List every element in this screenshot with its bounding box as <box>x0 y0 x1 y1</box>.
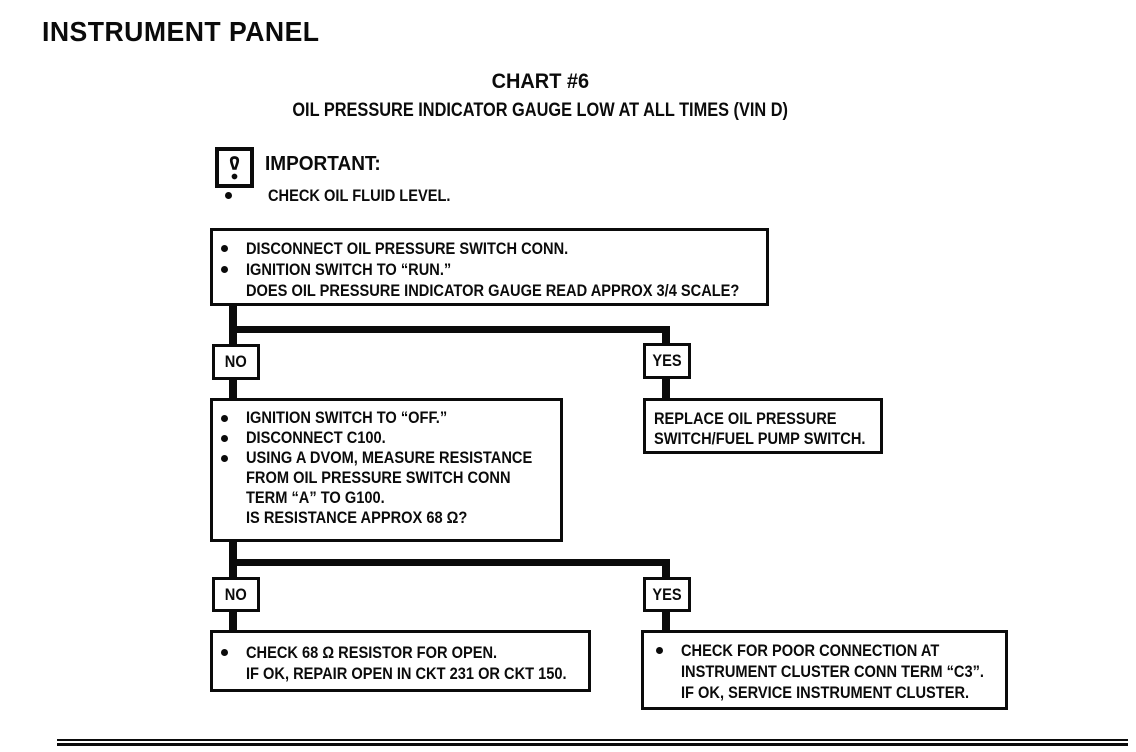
connector-line <box>229 326 670 333</box>
flow-step-line: IF OK, SERVICE INSTRUMENT CLUSTER. <box>681 683 970 702</box>
flow-step-line: CHECK 68 Ω RESISTOR FOR OPEN. <box>217 642 582 663</box>
flow-step-line: IGNITION SWITCH TO “RUN.” <box>217 259 758 280</box>
flow-step-line: IGNITION SWITCH TO “OFF.” <box>217 408 554 428</box>
flow-step-question: IS RESISTANCE APPROX 68 Ω? <box>246 508 468 527</box>
branch2-yes-label: YES <box>643 577 691 612</box>
connector-line <box>662 559 670 577</box>
exclamation-icon <box>226 155 243 181</box>
bullet-icon <box>221 415 228 422</box>
connector-line <box>229 304 237 344</box>
connector-line <box>662 379 670 398</box>
flow-action-check-connection <box>641 630 1008 710</box>
branch1-no-label: NO <box>212 344 260 380</box>
branch1-yes-label: YES <box>643 343 691 379</box>
flow-action-replace-switch <box>643 398 883 454</box>
page-title-text: INSTRUMENT PANEL <box>42 16 320 47</box>
connector-line <box>229 380 237 398</box>
footer-rule-bottom <box>57 743 1128 746</box>
bullet-icon <box>221 266 228 273</box>
chart-header <box>0 70 1080 122</box>
flow-step-line: REPLACE OIL PRESSURE <box>654 409 837 428</box>
flow-step-line: IF OK, REPAIR OPEN IN CKT 231 OR CKT 150. <box>246 664 567 683</box>
footer-rule-top <box>57 739 1128 741</box>
branch2-no-label: NO <box>212 577 260 612</box>
flow-step-initial-test <box>210 228 769 306</box>
important-label: IMPORTANT: <box>265 153 381 175</box>
flow-step-line: USING A DVOM, MEASURE RESISTANCE <box>217 448 554 468</box>
connector-line <box>229 559 670 566</box>
flow-step-resistance-test <box>210 398 563 542</box>
important-note <box>221 185 480 206</box>
important-note-text: CHECK OIL FLUID LEVEL. <box>268 186 451 205</box>
bullet-icon <box>225 192 232 199</box>
flow-step-line: DISCONNECT C100. <box>217 428 554 448</box>
bullet-icon <box>221 649 228 656</box>
bullet-icon <box>221 245 228 252</box>
bullet-icon <box>221 435 228 442</box>
flow-step-line: TERM “A” TO G100. <box>246 488 385 507</box>
chart-subtitle: OIL PRESSURE INDICATOR GAUGE LOW AT ALL TIMES (VIN D) <box>292 100 788 121</box>
flow-step-line: DISCONNECT OIL PRESSURE SWITCH CONN. <box>217 238 758 259</box>
flow-step-line: SWITCH/FUEL PUMP SWITCH. <box>654 429 866 448</box>
connector-line <box>662 612 670 630</box>
bullet-icon <box>221 455 228 462</box>
chart-number: CHART #6 <box>491 70 589 93</box>
flow-step-line: INSTRUMENT CLUSTER CONN TERM “C3”. <box>681 662 984 681</box>
flow-action-check-resistor <box>210 630 591 692</box>
flow-step-line: CHECK FOR POOR CONNECTION AT <box>652 640 999 661</box>
page-title <box>42 16 334 48</box>
flow-step-line: FROM OIL PRESSURE SWITCH CONN <box>246 468 511 487</box>
connector-line <box>662 326 670 343</box>
connector-line <box>229 612 237 630</box>
flow-step-question: DOES OIL PRESSURE INDICATOR GAUGE READ APPROX 3/4 SCALE? <box>246 281 740 300</box>
important-icon-box <box>215 147 254 188</box>
bullet-icon <box>656 647 663 654</box>
